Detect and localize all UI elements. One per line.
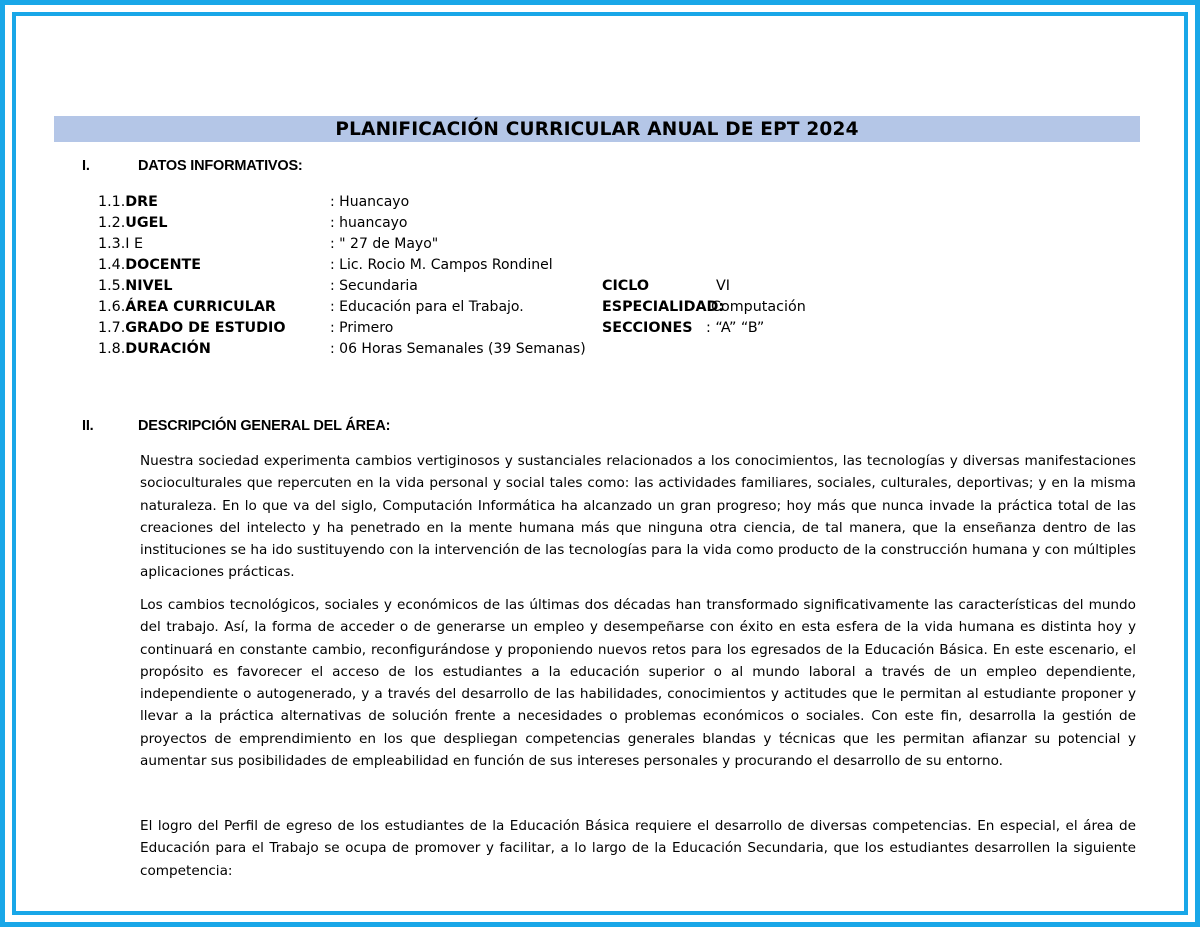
info-number: 1.7. bbox=[98, 320, 126, 336]
especialidad-label: ESPECIALIDAD: bbox=[602, 299, 725, 315]
info-table bbox=[98, 192, 806, 360]
section-heading-datos bbox=[82, 158, 303, 174]
section-number: II. bbox=[82, 418, 94, 434]
info-value: : Huancayo bbox=[330, 194, 410, 210]
info-number: 1.4. bbox=[98, 257, 126, 273]
info-row-docente bbox=[98, 255, 553, 276]
info-value: : " 27 de Mayo" bbox=[330, 236, 439, 252]
info-number: 1.5. bbox=[98, 278, 126, 294]
especialidad-value: Computación bbox=[711, 299, 806, 315]
info-value: : Secundaria bbox=[330, 278, 418, 294]
paragraph-2: Los cambios tecnológicos, sociales y económicos de las últimas dos décadas han transformado significativamente las características del mundo del trabajo. Así, la forma de acceder o de generarse un empleo y desempeñarse con éxito en esta esfera de la vida humana es distinta hoy y continuará en constante cambio, reconfigurándose y proponiendo nuevos retos para los egresados de la Educación Básica. En este escenario, el propósito es favorecer el acceso de los estudiantes a la educación superior o al mundo laboral a través de un empleo dependiente, independiente o autogenerado, y a través del desarrollo de las habilidades, conocimientos y actitudes que le permitan al estudiante proponer y llevar a la práctica alternativas de solución frente a necesidades o problemas económicos o sociales. Con este fin, desarrolla la gestión de proyectos de emprendimiento en los que despliegan competencias generales blandas y técnicas que les permitan afianzar su potencial y aumentar sus posibilidades de empleabilidad en función de sus intereses personales y procurando el desarrollo de su entorno. bbox=[140, 597, 1136, 770]
info-label: I E bbox=[125, 236, 144, 252]
info-row-area bbox=[98, 297, 806, 318]
info-row-ie bbox=[98, 234, 439, 255]
info-value: : Educación para el Trabajo. bbox=[330, 299, 524, 315]
info-label: DURACIÓN bbox=[125, 341, 211, 357]
section-number: I. bbox=[82, 158, 90, 174]
info-number: 1.8. bbox=[98, 341, 126, 357]
paragraph-1: Nuestra sociedad experimenta cambios vertiginosos y sustanciales relacionados a los conocimientos, las tecnologías y diversas manifestaciones socioculturales que repercuten en la vida personal y social tales como: las actividades familiares, sociales, culturales, deportivas; y en la misma naturaleza. En lo que va del siglo, Computación Informática ha alcanzado un gran progreso; hoy más que nunca invade la práctica total de las creaciones del intelecto y ha penetrado en la mente humana más que ninguna otra ciencia, de tal manera, que la enseñanza dentro de las instituciones se ha ido sustituyendo con la intervención de las tecnologías para la vida como producto de la construcción humana y con múltiples aplicaciones prácticas. bbox=[140, 453, 1136, 581]
paragraph-3: El logro del Perfil de egreso de los estudiantes de la Educación Básica requiere el desarrollo de diversas competencias. En especial, el área de Educación para el Trabajo se ocupa de promover y facilitar, a lo largo de la Educación Secundaria, que los estudiantes desarrollen la siguiente competencia: bbox=[140, 818, 1136, 879]
document-title: PLANIFICACIÓN CURRICULAR ANUAL DE EPT 2024 bbox=[54, 116, 1140, 142]
section-title: DATOS INFORMATIVOS: bbox=[138, 158, 303, 174]
info-row-duracion bbox=[98, 339, 586, 360]
info-label: DRE bbox=[125, 194, 158, 210]
info-row-grado bbox=[98, 318, 765, 339]
info-number: 1.6. bbox=[98, 299, 126, 315]
info-label: NIVEL bbox=[125, 278, 173, 294]
info-value: : Lic. Rocio M. Campos Rondinel bbox=[330, 257, 553, 273]
info-number: 1.3. bbox=[98, 236, 126, 252]
info-value: : Primero bbox=[330, 320, 394, 336]
info-number: 1.2. bbox=[98, 215, 126, 231]
info-label: ÁREA CURRICULAR bbox=[125, 299, 276, 315]
info-number: 1.1. bbox=[98, 194, 126, 210]
info-label: UGEL bbox=[125, 215, 168, 231]
section-title: DESCRIPCIÓN GENERAL DEL ÁREA: bbox=[138, 418, 391, 434]
info-value: : huancayo bbox=[330, 215, 408, 231]
info-row-ugel bbox=[98, 213, 408, 234]
section-heading-descripcion bbox=[82, 418, 390, 434]
info-row-nivel bbox=[98, 276, 730, 297]
info-value: : 06 Horas Semanales (39 Semanas) bbox=[330, 341, 586, 357]
secciones-label: SECCIONES bbox=[602, 320, 693, 336]
secciones-value: : “A” “B” bbox=[706, 320, 765, 336]
info-label: GRADO DE ESTUDIO bbox=[125, 320, 286, 336]
ciclo-value: VI bbox=[716, 278, 730, 294]
info-label: DOCENTE bbox=[125, 257, 202, 273]
ciclo-label: CICLO bbox=[602, 278, 650, 294]
info-row-dre bbox=[98, 192, 410, 213]
